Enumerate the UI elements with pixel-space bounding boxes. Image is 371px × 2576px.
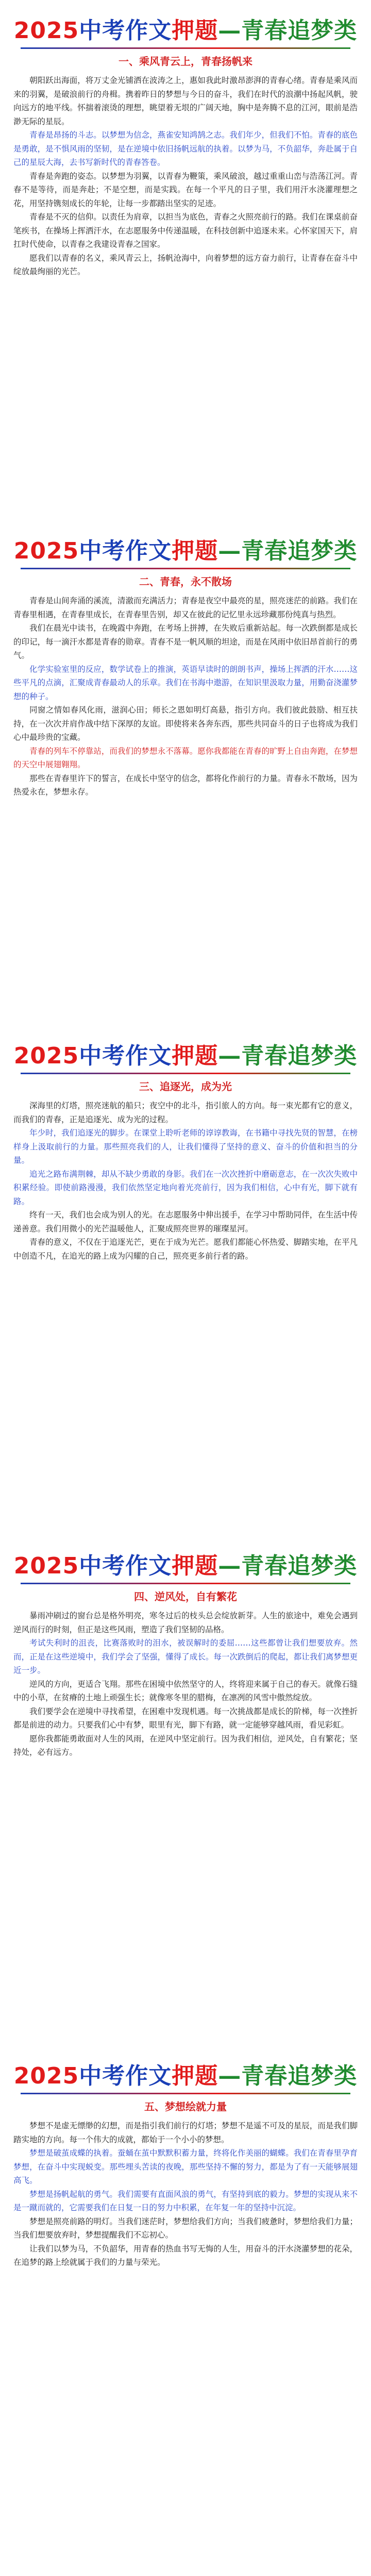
paragraph: 让我们以梦为马，不负韶华，用青春的热血书写无悔的人生，用奋斗的汗水浇灌梦想的花朵，在追梦的路上绘就属于我们的力量与荣光。 [13,2244,358,2267]
title-underline [21,47,350,49]
essay-section-1 [0,15,371,279]
title-underline [21,1583,350,1584]
title-underline [21,568,350,569]
essay-body [13,1609,358,1759]
paragraph: 逆风的方向，更适合飞翔。那些在困境中依然坚守的人，终将迎来属于自己的春天。就像石缝中的小草，在贫瘠的土地上顽强生长；就像寒冬里的腊梅，在凛冽的风雪中傲然绽放。 [13,1679,358,1702]
section-subtitle: 二、青春，永不散场 [139,575,232,588]
paragraph: 青春是昂扬的斗志。以梦想为信念，燕雀安知鸿鹄之志。我们年少，但我们不怕。青春的底色是勇敢，是不惧风雨的坚韧，是在逆境中依旧扬帆远航的执着。以梦为马，不负韶华，奔赴属于自己的星辰大海，去书写新时代的青春答卷。 [13,130,358,167]
paragraph: 青春是山间奔涌的溪流，清澈而充满活力；青春是夜空中最亮的星，照亮迷茫的前路。我们在青春里相遇，在青春里成长，在青春里告别，却又在彼此的记忆里永远珍藏那份纯真与热烈。 [13,596,358,619]
paragraph: 考试失利时的沮丧，比赛落败时的泪水，被误解时的委屈……这些都曾让我们想要放弃。然而，正是在这些逆境中，我们学会了坚强，懂得了成长。每一次跌倒后的爬起，都让我们离梦想更近一步。 [13,1638,358,1675]
paragraph: 暴雨冲刷过的窗台总是格外明亮，寒冬过后的枝头总会绽放新芽。人生的旅途中，难免会遇到逆风而行的时刻，但正是这些风雨，塑造了我们坚韧的品格。 [13,1611,358,1634]
section-title: 2025中考作文押题—青春追梦类 [13,538,358,564]
paragraph: 青春是不灭的信仰。以责任为肩章，以担当为底色，青春之火照亮前行的路。我们在课桌前奋笔疾书，在操场上挥洒汗水，在志愿服务中传递温暖，在科技创新中追逐未来。心怀家国天下，肩扛时代使命，以青春之我建设青春之国家。 [13,212,358,249]
section-subtitle: 一、乘风青云上，青春扬帆来 [119,55,252,67]
section-title: 2025中考作文押题—青春追梦类 [13,2063,358,2089]
paragraph: 梦想是照亮前路的明灯。当我们迷茫时，梦想给我们方向；当我们疲惫时，梦想给我们力量；当我们想要放弃时，梦想提醒我们不忘初心。 [13,2216,358,2240]
essay-section-5 [0,2061,371,2269]
paragraph: 同窗之情如春风化雨，滋润心田；师长之恩如明灯高悬，指引方向。我们彼此鼓励、相互扶持，在一次次并肩作战中结下深厚的友谊。即使将来各奔东西，那些共同奋斗的日子也将成为我们心中最珍贵的宝藏。 [13,705,358,742]
section-title: 2025中考作文押题—青春追梦类 [13,1043,358,1069]
essay-body [13,74,358,279]
paragraph: 我们在晨光中读书，在晚霞中奔跑，在考场上拼搏，在失败后重新站起。每一次跌倒都是成长的印记，每一滴汗水都是青春的勋章。青春不是一帆风顺的坦途，而是在风雨中依旧昂首前行的勇气。 [13,623,358,660]
paragraph: 终有一天，我们也会成为别人的光。在志愿服务中伸出援手，在学习中帮助同伴，在生活中传递善意。我们用微小的光芒温暖他人，汇聚成照亮世界的璀璨星河。 [13,1210,358,1233]
paragraph: 年少时，我们追逐光的脚步。在课堂上聆听老师的谆谆教诲，在书籍中寻找先贤的智慧，在榜样身上汲取前行的力量。那些照亮我们的人，让我们懂得了坚持的意义、奋斗的价值和担当的分量。 [13,1128,358,1165]
essay-body [13,2119,358,2269]
section-subtitle: 五、梦想绘就力量 [144,2100,227,2113]
essay-section-2 [0,536,371,799]
paragraph: 我们要学会在逆境中寻找希望，在困难中发现机遇。每一次挑战都是成长的阶梯，每一次挫折都是前进的动力。只要我们心中有梦，眼里有光，脚下有路，就一定能够穿越风雨，看见彩虹。 [13,1706,358,1730]
paragraph: 梦想是破茧成蝶的执着。蚕蛹在茧中默默积蓄力量，终将化作美丽的蝴蝶。我们在青春里孕育梦想，在奋斗中实现蜕变。那些埋头苦读的夜晚，那些坚持不懈的努力，都是为了有一天能够展翅高飞。 [13,2148,358,2185]
essay-section-3 [0,1041,371,1263]
paragraph: 朝阳跃出海面，将万丈金光铺洒在波涛之上，惠如我此时激昂澎湃的青春心绪。青春是乘风而来的羽翼，是破浪前行的舟楫。携着昨日的梦想与今日的奋斗，我们在时代的浪潮中扬起风帆，驶向远方的地平线。怀揣着滚烫的理想，眺望着无垠的广阔天地，胸中是奔腾不息的江河，眼前是浩渺无际的星辰。 [13,76,358,126]
essay-body [13,1099,358,1263]
paragraph: 愿你我都能勇敢面对人生的风雨，在逆风中坚定前行。因为我们相信，逆风处，自有繁花；坚持处，必有远方。 [13,1734,358,1757]
paragraph: 深海里的灯塔，照亮迷航的船只；夜空中的北斗，指引旅人的方向。每一束光都有它的意义，而我们的青春，正是追逐光、成为光的过程。 [13,1101,358,1124]
paragraph: 那些在青春里许下的誓言，在成长中坚守的信念，都将化作前行的力量。青春永不散场，因为热爱永在，梦想永存。 [13,773,358,796]
paragraph: 化学实验室里的反应，数学试卷上的推演，英语早读时的朗朗书声，操场上挥洒的汗水……这些平凡的点滴，汇聚成青春最动人的乐章。我们在书海中遨游，在知识里汲取力量，用勤奋浇灌梦想的种子。 [13,664,358,701]
paragraph: 愿我们以青春的名义，乘风青云上，扬帆沧海中，向着梦想的远方奋力前行，让青春在奋斗中绽放最绚丽的光芒。 [13,253,358,276]
section-title: 2025中考作文押题—青春追梦类 [13,18,358,44]
paragraph: 青春的意义，不仅在于追逐光芒，更在于成为光芒。愿我们都能心怀热爱、脚踏实地，在平凡中创造不凡，在追光的路上成为闪耀的自己，照亮更多前行者的路。 [13,1238,358,1261]
paragraph: 追光之路布满荆棘，却从不缺少勇敢的身影。我们在一次次挫折中磨砺意志，在一次次失败中积累经验。即使前路漫漫，我们依然坚定地向着光亮前行，因为我们相信，心中有光，脚下就有路。 [13,1169,358,1206]
essay-body [13,594,358,799]
paragraph: 青春的列车不停靠站，而我们的梦想永不落幕。愿你我都能在青春的旷野上自由奔跑，在梦想的天空中展翅翱翔。 [13,746,358,769]
essay-section-4 [0,1551,371,1759]
title-underline [21,1073,350,1074]
paragraph: 青春是奔跑的姿态。以梦想为羽翼，以青春为鞭策，乘风破浪，越过重重山峦与浩荡江河。青春不是等待，而是奔赴；不是空想，而是实践。在每一个平凡的日子里，我们用汗水浇灌理想之花，用坚持镌刻成长的年轮，让每一步都踏出坚实的足迹。 [13,171,358,208]
paragraph: 梦想不是虚无缥缈的幻想，而是指引我们前行的灯塔；梦想不是遥不可及的星辰，而是我们脚踏实地的方向。每一个伟大的成就，都始于一个小小的梦想。 [13,2121,358,2144]
section-subtitle: 四、逆风处，自有繁花 [134,1590,237,1603]
paragraph: 梦想是扬帆起航的勇气。我们需要有直面风浪的勇气，有坚持到底的毅力。梦想的实现从来不是一蹴而就的，它需要我们在日复一日的努力中积累，在年复一年的坚持中沉淀。 [13,2189,358,2212]
section-subtitle: 三、追逐光，成为光 [139,1080,232,1093]
section-title: 2025中考作文押题—青春追梦类 [13,1553,358,1579]
title-underline [21,2093,350,2094]
